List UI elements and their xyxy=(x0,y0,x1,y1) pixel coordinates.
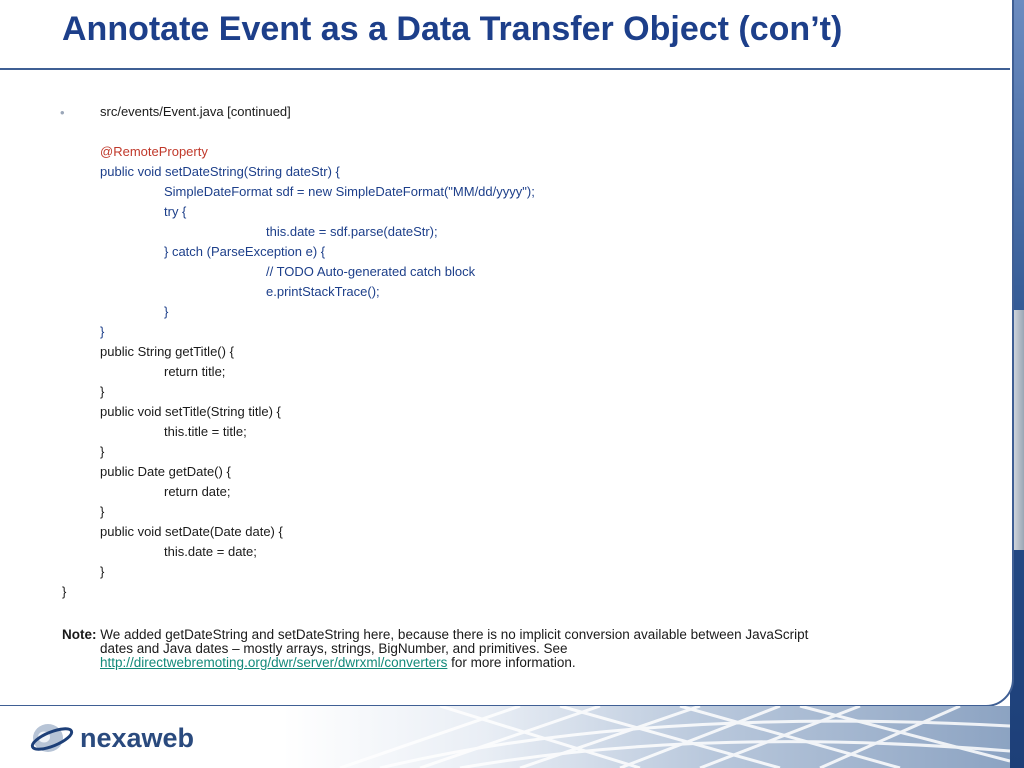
logo-wordmark: nexaweb xyxy=(80,723,195,753)
code-line: } xyxy=(100,324,105,339)
nexaweb-logo xyxy=(28,720,243,761)
code-line: return title; xyxy=(164,364,226,379)
converters-link[interactable]: http://directwebremoting.org/dwr/server/dwrxml/converters xyxy=(100,655,448,670)
bullet-icon: • xyxy=(60,105,65,120)
code-line: this.date = sdf.parse(dateStr); xyxy=(266,224,438,239)
note-text-end: for more information. xyxy=(447,655,576,670)
code-line: } xyxy=(100,384,105,399)
note-label: Note: xyxy=(62,627,97,642)
code-line: public Date getDate() { xyxy=(100,464,231,479)
note-paragraph xyxy=(62,628,942,670)
code-line: @RemoteProperty xyxy=(100,144,208,159)
code-line: // TODO Auto-generated catch block xyxy=(266,264,476,279)
code-line: } xyxy=(100,504,105,519)
code-line: SimpleDateFormat sdf = new SimpleDateFormat("MM/dd/yyyy"); xyxy=(164,184,535,199)
code-line: public void setDateString(String dateStr) { xyxy=(100,164,340,179)
nexaweb-logo-icon xyxy=(28,720,243,756)
code-line: try { xyxy=(164,204,187,219)
note-text: We added getDateString and setDateString here, because there is no implicit conversion available between JavaScript xyxy=(96,627,809,642)
code-line: public void setDate(Date date) { xyxy=(100,524,283,539)
code-line: this.title = title; xyxy=(164,424,247,439)
code-line: public String getTitle() { xyxy=(100,344,234,359)
code-line: } xyxy=(100,564,105,579)
slide-title: Annotate Event as a Data Transfer Object (con’t) xyxy=(62,10,843,48)
code-line: return date; xyxy=(164,484,231,499)
footer-banner xyxy=(0,706,1010,768)
code-line: } xyxy=(164,304,169,319)
code-line: this.date = date; xyxy=(164,544,257,559)
code-line: } xyxy=(100,444,105,459)
title-divider xyxy=(0,68,1010,70)
code-line: } catch (ParseException e) { xyxy=(164,244,326,259)
code-line: e.printStackTrace(); xyxy=(266,284,380,299)
code-line: public void setTitle(String title) { xyxy=(100,404,281,419)
code-line: src/events/Event.java [continued] xyxy=(100,104,291,119)
code-line: } xyxy=(62,584,67,599)
note-text-continued: dates and Java dates – mostly arrays, strings, BigNumber, and primitives. See xyxy=(100,641,568,656)
